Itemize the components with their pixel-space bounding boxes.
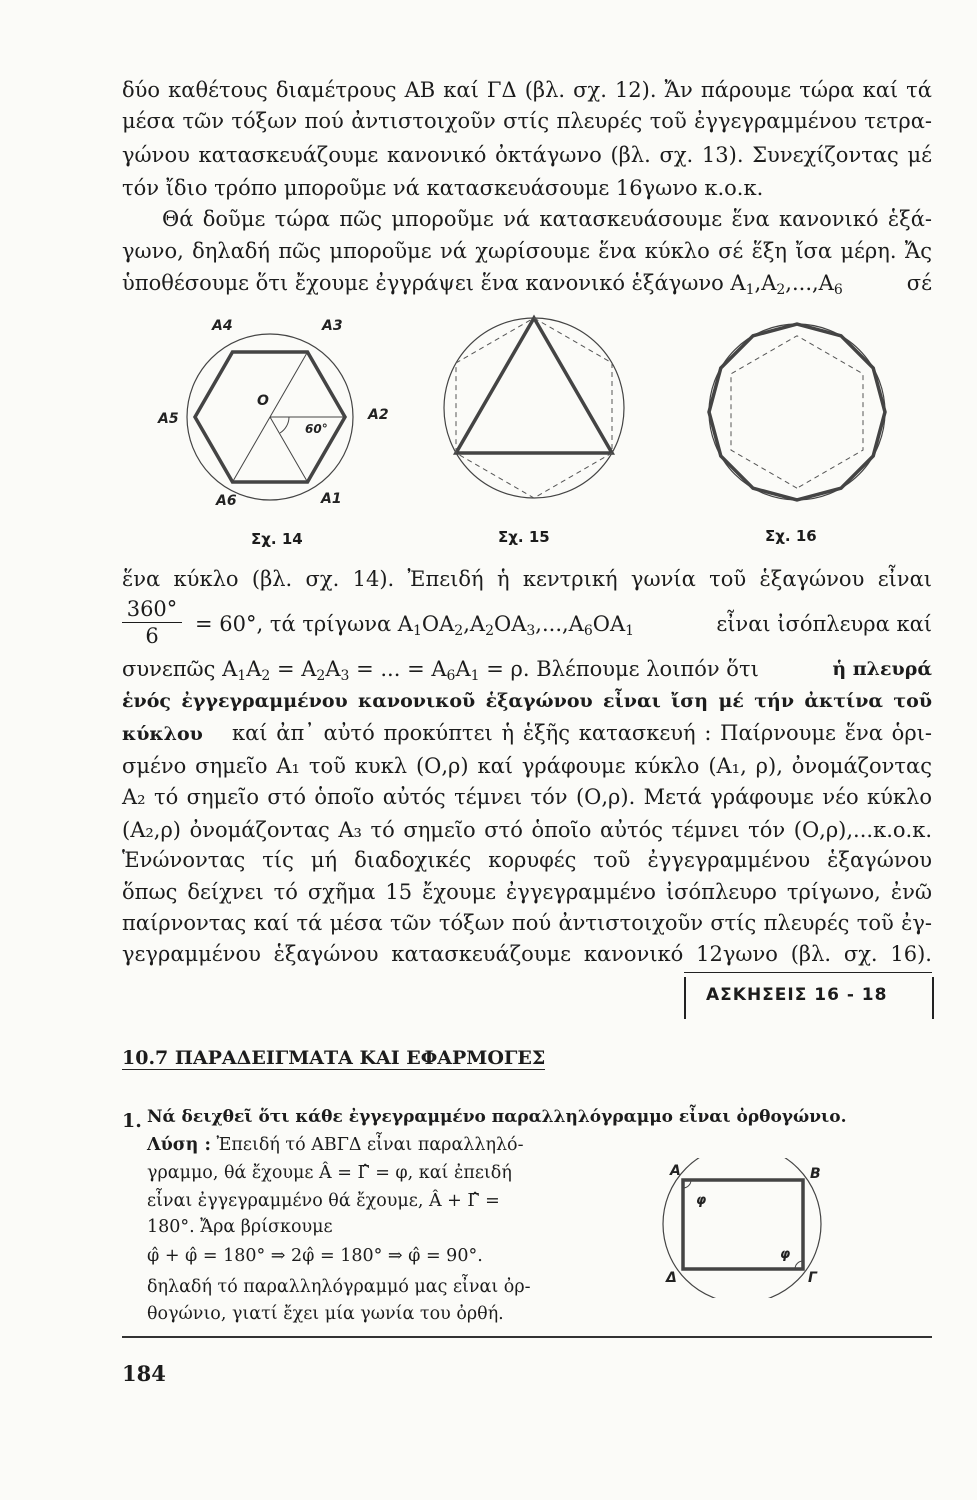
text-fragment: καί ἀπ᾽ αὐτό προκύπτει ἡ ἑξῆς κατασκευή : Παίρνουμε ἕνα ὁρι- — [232, 721, 932, 745]
text-line: γώνου κατασκευάζουμε κανονικό ὀκτάγωνο (βλ. σχ. 13). Συνεχίζοντας μέ — [122, 143, 932, 167]
vertex-label: A5 — [158, 411, 179, 427]
solution-line: θογώνιο, γιατί ἔχει μία γωνία του ὀρθή. — [147, 1304, 504, 1324]
vertex-label: B — [810, 1166, 821, 1182]
text-fragment: εἶναι ἰσόπλευρα καί — [716, 612, 932, 636]
fraction-denominator: 6 — [145, 624, 159, 648]
text-line: γεγραμμένου ἑξαγώνου κατασκευάζουμε κανονικό 12γωνο (βλ. σχ. 16). — [122, 942, 932, 966]
example-statement: Νά δειχθεῖ ὅτι κάθε ἐγγεγραμμένο παραλληλόγραμμο εἶναι ὀρθογώνιο. — [147, 1107, 847, 1127]
text-line: γωνο, δηλαδή πῶς μποροῦμε νά χωρίσουμε ἕνα κύκλο σέ ἕξη ἴσα μέρη. Ἄς — [122, 239, 932, 263]
vertex-label: A — [670, 1163, 681, 1179]
caption-fig14: Σχ. 14 — [251, 530, 303, 548]
text-fragment: = ρ. Βλέπουμε λοιπόν ὅτι — [486, 657, 759, 681]
vertex-label: A3 — [322, 318, 343, 334]
text-line: συνεπῶς $A_1A_2 = A_2A_3$ = ... = $A_6A_1 = \rho$. Βλέπουμε λοιπόν ὅτι ἡ πλευρά — [122, 654, 932, 684]
text-fragment: συνεπῶς A — [122, 657, 238, 681]
solution-label: Λύση : — [147, 1135, 211, 1155]
figure-inscribed-rectangle — [650, 1158, 830, 1298]
fraction — [122, 596, 182, 649]
text-line: ὅπως δείχνει τό σχῆμα 15 ἔχουμε ἐγγεγραμμένο ἰσόπλευρο τρίγωνο, ἐνῶ — [122, 880, 932, 904]
vertex-label: Γ — [808, 1270, 817, 1286]
vertex-label: Δ — [666, 1270, 677, 1286]
solution-line: φ̂ + φ̂ = 180° ⇒ 2φ̂ = 180° ⇒ φ̂ = 90°. — [147, 1246, 483, 1266]
text-line: σμένο σημεῖο A₁ τοῦ κυκλ (Ο,ρ) καί γράφουμε κύκλο (A₁, ρ), ὀνομάζοντας — [122, 754, 932, 778]
text-line: ἕνα κύκλο (βλ. σχ. 14). Ἐπειδή ἡ κεντρική γωνία τοῦ ἑξαγώνου εἶναι — [122, 567, 932, 591]
text-line-bold: ἑνός ἐγγεγραμμένου κανονικοῦ ἑξαγώνου εἶναι ἴση μέ τήν ἀκτίνα τοῦ — [122, 690, 932, 712]
text-fragment: σέ — [906, 271, 932, 295]
text-line: τόν ἴδιο τρόπο μποροῦμε νά κατασκευάσουμε 16γωνο κ.ο.κ. — [122, 176, 764, 200]
vertex-label: A4 — [212, 318, 233, 334]
page-number: 184 — [122, 1361, 166, 1386]
bottom-rule — [122, 1336, 932, 1338]
text-line: ὑποθέσουμε ὅτι ἔχουμε ἐγγράψει ἕνα κανονικό ἑξάγωνο $A_1,A_2,...,A_6$ σέ — [122, 268, 932, 298]
bold-text: κύκλου — [122, 723, 203, 745]
vertex-label: A2 — [368, 407, 389, 423]
text-line: δύο καθέτους διαμέτρους ΑΒ καί ΓΔ (βλ. σχ. 12). Ἄν πάρουμε τώρα καί τά — [122, 78, 932, 102]
figure-14-hexagon — [150, 305, 390, 525]
solution-line: 180°. Ἄρα βρίσκουμε — [147, 1217, 333, 1237]
angle-label: 60° — [305, 422, 328, 436]
bold-text: ἡ πλευρά — [832, 658, 932, 680]
text-line: παίρνοντας καί τά μέσα τῶν τόξων πού ἀντιστοιχοῦν στίς πλευρές τοῦ ἐγ- — [122, 911, 932, 935]
text-fragment: ὑποθέσουμε ὅτι ἔχουμε ἐγγράψει ἕνα κανονικό ἑξάγωνο A — [122, 271, 746, 295]
text-line: Θά δοῦμε τώρα πῶς μποροῦμε νά κατασκευάσουμε ἕνα κανονικό ἑξά- — [162, 207, 932, 231]
text-line: A₂ τό σημεῖο στό ὁποῖο αὐτός τέμνει τόν (Ο,ρ). Μετά γράφουμε νέο κύκλο — [122, 785, 932, 809]
section-title: 10.7 ΠΑΡΑΔΕΙΓΜΑΤΑ ΚΑΙ ΕΦΑΡΜΟΓΕΣ — [122, 1047, 546, 1069]
vertex-label: A1 — [321, 491, 342, 507]
fraction-numerator: 360° — [122, 596, 182, 623]
figure-16-dodecagon — [702, 317, 892, 507]
center-label: O — [257, 393, 269, 409]
text-line: = 60°, τά τρίγωνα $A_1OA_2,A_2OA_3,...,A_6OA_1$ εἶναι ἰσόπλευρα καί — [195, 609, 932, 639]
text-line: μέσα τῶν τόξων πού ἀντιστοιχοῦν στίς πλευρές τοῦ ἐγγεγραμμένου τετρα- — [122, 109, 932, 133]
angle-label: φ — [696, 1193, 707, 1208]
text-fragment: = 60°, τά τρίγωνα A — [195, 612, 413, 636]
text-line: Ἑνώνοντας τίς μή διαδοχικές κορυφές τοῦ ἐγγεγραμμένου ἑξαγώνου — [122, 848, 932, 872]
solution-line: γραμμο, θά ἔχουμε Â = Γ̂ = φ, καί ἐπειδή — [147, 1163, 512, 1183]
angle-label: φ — [780, 1247, 791, 1262]
caption-fig16: Σχ. 16 — [765, 527, 817, 545]
solution-line: δηλαδή τό παραλληλόγραμμό μας εἶναι ὀρ- — [147, 1277, 531, 1297]
exercises-box-rule — [684, 972, 932, 973]
caption-fig15: Σχ. 15 — [498, 528, 550, 546]
text-fragment: Ἐπειδή τό ΑΒΓΔ εἶναι παραλληλό- — [216, 1135, 524, 1155]
exercises-box-label: ΑΣΚΗΣΕΙΣ 16 - 18 — [706, 985, 888, 1005]
vertex-label: A6 — [216, 493, 237, 509]
solution-line: εἶναι ἐγγεγραμμένο θά ἔχουμε, Â + Γ̂ = — [147, 1191, 500, 1211]
example-number: 1. — [122, 1110, 142, 1132]
text-line — [122, 718, 932, 749]
figure-15-triangle — [436, 310, 632, 506]
text-line: (A₂,ρ) ὀνομάζοντας A₃ τό σημεῖο στό ὁποῖο αὐτός τέμνει τόν (Ο,ρ),...κ.ο.κ. — [122, 818, 932, 842]
solution-line — [147, 1132, 524, 1159]
